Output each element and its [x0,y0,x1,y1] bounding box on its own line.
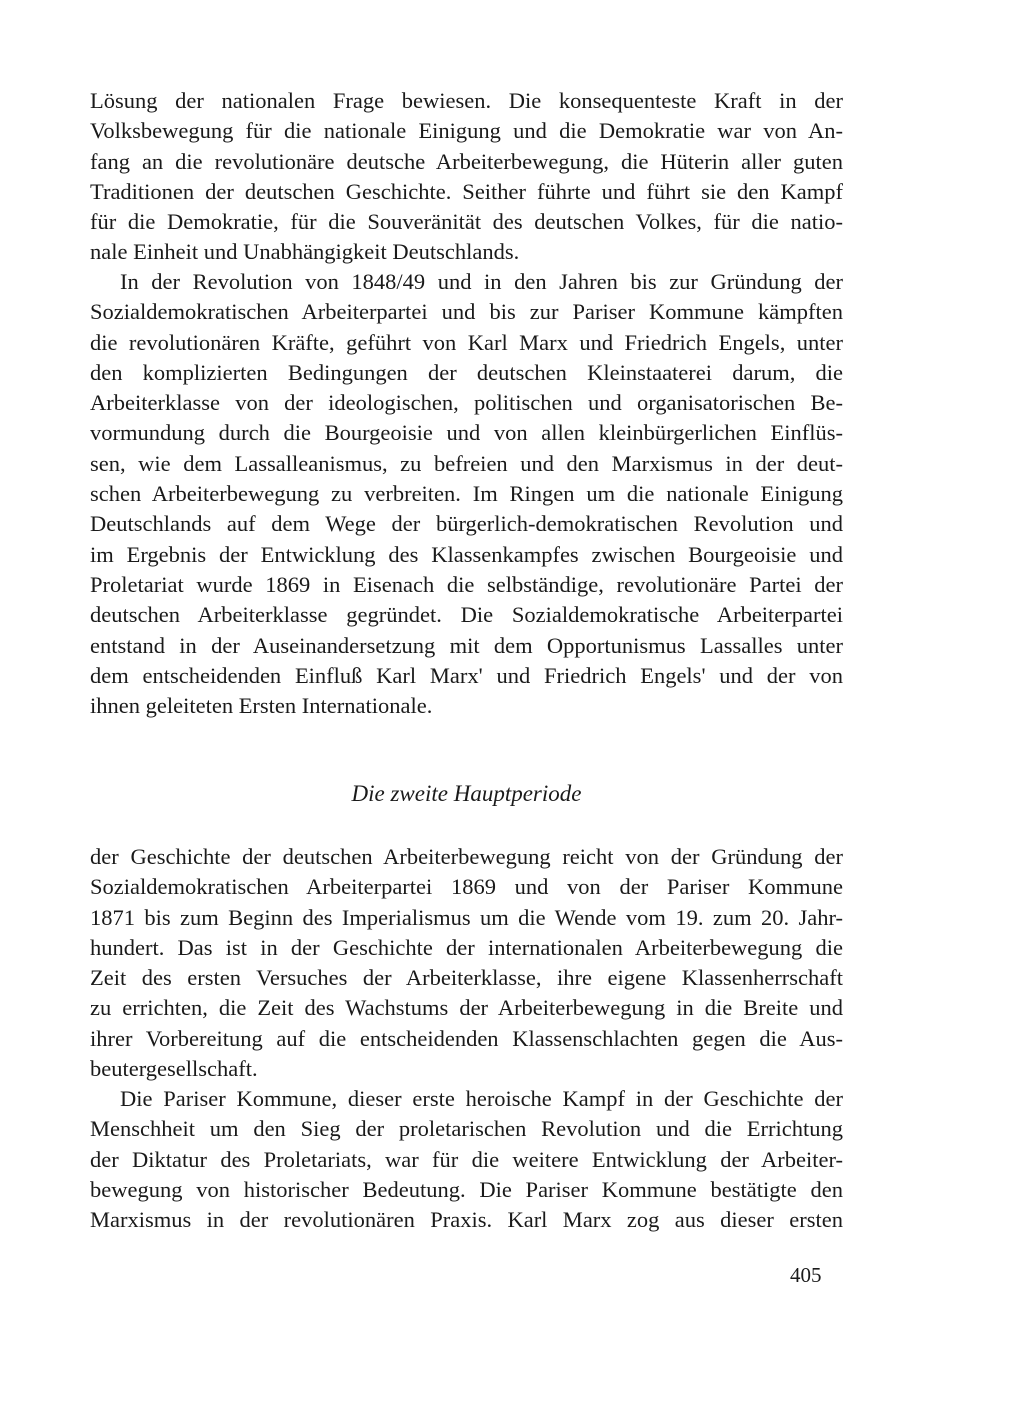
text-line: nale Einheit und Unabhängigkeit Deutschlands. [90,239,520,265]
text-line: Volksbewegung für die nationale Einigung und die Demokratie war von An- [90,118,843,144]
text-line: Traditionen der deutschen Geschichte. Seither führte und führt sie den Kampf [90,178,843,204]
paragraph [90,1084,843,1235]
text-line: Arbeiterklasse von der ideologischen, politischen und organisatorischen Be- [90,390,843,416]
text-line: Zeit des ersten Versuches der Arbeiterklasse, ihre eigene Klassenherrschaft [90,965,843,991]
paragraph [90,267,843,721]
text-line: Sozialdemokratischen Arbeiterpartei 1869 und von der Pariser Kommune [90,874,843,900]
text-line: Sozialdemokratischen Arbeiterpartei und bis zur Pariser Kommune kämpften [90,299,843,325]
text-line: Lösung der nationalen Frage bewiesen. Die konsequenteste Kraft in der [90,88,843,113]
text-line: schen Arbeiterbewegung zu verbreiten. Im Ringen um die nationale Einigung [90,481,843,507]
section-heading: Die zweite Hauptperiode [351,781,582,806]
text-line: deutschen Arbeiterklasse gegründet. Die Sozialdemokratische Arbeiterpartei [90,602,843,628]
text-line: der Diktatur des Proletariats, war für die weitere Entwicklung der Arbeiter- [90,1146,843,1172]
text-line: Deutschlands auf dem Wege der bürgerlich-demokratischen Revolution und [90,511,843,537]
text-line: 1871 bis zum Beginn des Imperialismus um die Wende vom 19. zum 20. Jahr- [90,904,843,930]
text-line: beutergesellschaft. [90,1056,258,1082]
text-line: im Ergebnis der Entwicklung des Klassenkampfes zwischen Bourgeoisie und [90,541,843,567]
text-line: vormundung durch die Bourgeoisie und von allen kleinbürgerlichen Einflüs- [90,420,843,446]
text-line: Die Pariser Kommune, dieser erste heroische Kampf in der Geschichte der [120,1086,843,1111]
text-line: ihnen geleiteten Ersten Internationale. [90,693,433,719]
text-line: sen, wie dem Lassalleanismus, zu befreien und den Marxismus in der deut- [90,450,843,476]
text-line: Marxismus in der revolutionären Praxis. Karl Marx zog aus dieser ersten [90,1207,843,1233]
text-line: entstand in der Auseinandersetzung mit dem Opportunismus Lassalles unter [90,632,843,658]
text-line: In der Revolution von 1848/49 und in den Jahren bis zur Gründung der [120,269,843,294]
text-line: die revolutionären Kräfte, geführt von Karl Marx und Friedrich Engels, unter [90,329,843,355]
text-line: zu errichten, die Zeit des Wachstums der Arbeiterbewegung in die Breite und [90,995,843,1021]
paragraph [90,86,843,268]
text-line: den komplizierten Bedingungen der deutschen Kleinstaaterei darum, die [90,359,843,385]
text-line: der Geschichte der deutschen Arbeiterbewegung reicht von der Gründung der [90,844,843,869]
text-line: hundert. Das ist in der Geschichte der internationalen Arbeiterbewegung die [90,934,843,960]
text-line: dem entscheidenden Einfluß Karl Marx' und Friedrich Engels' und der von [90,662,843,688]
text-line: für die Demokratie, für die Souveränität des deutschen Volkes, für die natio- [90,209,843,235]
text-line: fang an die revolutionäre deutsche Arbeiterbewegung, die Hüterin aller guten [90,148,843,174]
text-line: ihrer Vorbereitung auf die entscheidenden Klassenschlachten gegen die Aus- [90,1025,843,1051]
text-line: bewegung von historischer Bedeutung. Die Pariser Kommune bestätigte den [90,1176,843,1202]
paragraph [90,842,843,1084]
page-number: 405 [790,1263,822,1287]
text-line: Proletariat wurde 1869 in Eisenach die selbständige, revolutionäre Partei der [90,571,843,597]
text-line: Menschheit um den Sieg der proletarischen Revolution und die Errichtung [90,1116,843,1142]
